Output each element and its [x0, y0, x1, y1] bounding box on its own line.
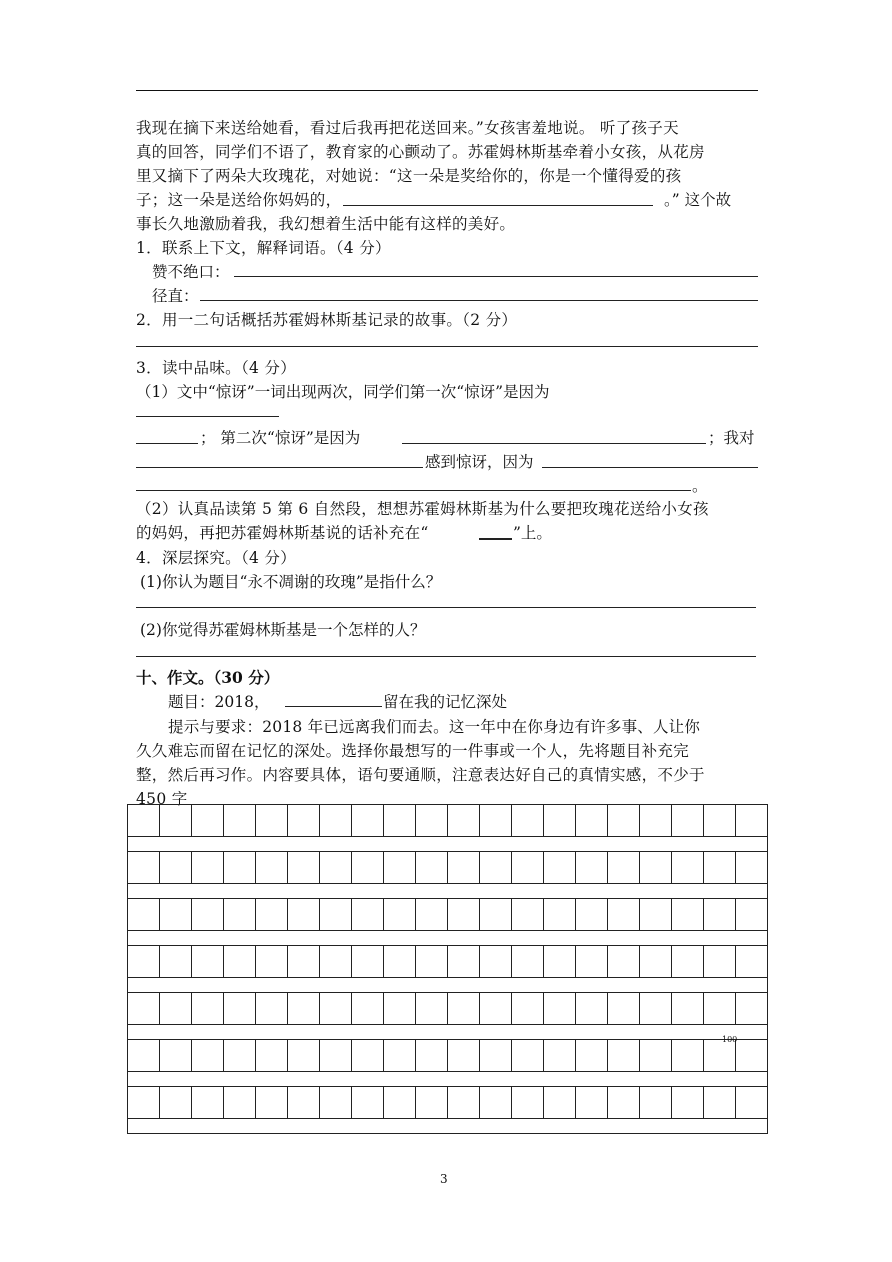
grid-cell[interactable] — [383, 992, 416, 1025]
grid-cell[interactable] — [543, 1039, 576, 1072]
answer-blank[interactable] — [479, 538, 512, 540]
grid-cell[interactable] — [351, 945, 384, 978]
grid-cell[interactable] — [607, 992, 640, 1025]
grid-cell[interactable] — [255, 945, 288, 978]
grid-cell[interactable] — [255, 804, 288, 837]
grid-cell[interactable] — [543, 992, 576, 1025]
grid-cell[interactable] — [671, 898, 704, 931]
grid-cell[interactable] — [287, 1039, 320, 1072]
essay-requirement: 久久难忘而留在记忆的深处。选择你最想写的一件事或一个人，先将题目补充完 — [136, 742, 690, 760]
question-3-1-text: 。 — [692, 477, 708, 495]
grid-cell[interactable] — [159, 851, 192, 884]
question-4-1: (1)你认为题目“永不凋谢的玫瑰”是指什么？ — [140, 573, 442, 591]
page-number: 3 — [440, 1172, 448, 1186]
grid-cell[interactable] — [543, 804, 576, 837]
grid-cell[interactable] — [383, 1039, 416, 1072]
grid-cell[interactable] — [351, 992, 384, 1025]
grid-cell[interactable] — [319, 804, 352, 837]
grid-cell[interactable] — [703, 898, 736, 931]
question-4-2: (2)你觉得苏霍姆林斯基是一个怎样的人？ — [140, 621, 426, 639]
grid-cell[interactable] — [319, 1039, 352, 1072]
grid-cell[interactable] — [575, 898, 608, 931]
grid-cell[interactable] — [447, 1039, 480, 1072]
grid-cell[interactable] — [351, 1039, 384, 1072]
question-3: 3．读中品味。（4 分） — [136, 359, 297, 377]
grid-cell[interactable] — [479, 851, 512, 884]
grid-cell[interactable] — [703, 992, 736, 1025]
grid-cell[interactable] — [479, 804, 512, 837]
grid-cell[interactable] — [511, 945, 544, 978]
grid-cell[interactable] — [383, 898, 416, 931]
grid-cell[interactable] — [447, 898, 480, 931]
grid-cell[interactable] — [607, 851, 640, 884]
grid-cell[interactable] — [223, 804, 256, 837]
grid-cell[interactable] — [735, 898, 768, 931]
grid-cell[interactable] — [703, 945, 736, 978]
grid-cell[interactable] — [575, 1086, 608, 1119]
grid-cell[interactable] — [543, 898, 576, 931]
answer-blank[interactable] — [343, 205, 653, 206]
grid-cell[interactable] — [191, 1039, 224, 1072]
grid-cell[interactable] — [319, 945, 352, 978]
grid-cell[interactable] — [447, 945, 480, 978]
answer-blank[interactable] — [200, 300, 758, 301]
grid-cell[interactable] — [671, 945, 704, 978]
grid-cell[interactable] — [159, 945, 192, 978]
passage-line: 我现在摘下来送给她看，看过后我再把花送回来。”女孩害羞地说。 听了孩子天 — [136, 119, 679, 137]
grid-cell[interactable] — [479, 992, 512, 1025]
question-3-1-text: ；我对 — [708, 429, 755, 447]
grid-cell[interactable] — [319, 851, 352, 884]
grid-cell[interactable] — [607, 898, 640, 931]
grid-cell[interactable] — [447, 992, 480, 1025]
answer-blank[interactable] — [136, 346, 758, 347]
passage-line: 真的回答，同学们不语了，教育家的心颤动了。苏霍姆林斯基牵着小女孩，从花房 — [136, 143, 705, 161]
grid-cell[interactable] — [479, 945, 512, 978]
essay-title-label: 题目：2018， — [168, 693, 270, 711]
grid-cell[interactable] — [735, 992, 768, 1025]
essay-requirement: 整，然后再习作。内容要具体，语句要通顺，注意表达好自己的真情实感，不少于 — [136, 766, 705, 784]
grid-cell[interactable] — [127, 898, 160, 931]
passage-line: 里又摘下了两朵大玫瑰花，对她说：“这一朵是奖给你的，你是一个懂得爱的孩 — [136, 167, 682, 185]
grid-cell[interactable] — [255, 898, 288, 931]
answer-blank[interactable] — [402, 443, 706, 444]
grid-cell[interactable] — [447, 804, 480, 837]
question-2: 2．用一二句话概括苏霍姆林斯基记录的故事。（2 分） — [136, 311, 518, 329]
grid-cell[interactable] — [575, 1039, 608, 1072]
grid-cell[interactable] — [575, 804, 608, 837]
grid-cell[interactable] — [191, 898, 224, 931]
grid-cell[interactable] — [415, 804, 448, 837]
grid-cell[interactable] — [383, 945, 416, 978]
grid-cell[interactable] — [511, 851, 544, 884]
grid-cell[interactable] — [479, 898, 512, 931]
answer-blank[interactable] — [136, 416, 279, 417]
grid-cell[interactable] — [543, 851, 576, 884]
grid-cell[interactable] — [383, 1086, 416, 1119]
grid-cell[interactable] — [575, 851, 608, 884]
grid-cell[interactable] — [671, 1039, 704, 1072]
grid-cell[interactable] — [127, 1086, 160, 1119]
grid-cell[interactable] — [703, 851, 736, 884]
essay-title-label: 留在我的记忆深处 — [383, 693, 508, 711]
grid-cell[interactable] — [735, 1039, 768, 1072]
grid-cell[interactable] — [671, 992, 704, 1025]
answer-blank[interactable] — [136, 490, 691, 491]
grid-cell[interactable] — [735, 804, 768, 837]
grid-cell[interactable] — [575, 992, 608, 1025]
answer-blank[interactable] — [136, 443, 198, 444]
question-3-1: （1）文中“惊讶”一词出现两次，同学们第一次“惊讶”是因为 — [136, 383, 550, 401]
grid-cell[interactable] — [383, 804, 416, 837]
grid-cell[interactable] — [639, 1039, 672, 1072]
grid-cell[interactable] — [191, 1086, 224, 1119]
grid-cell[interactable] — [639, 945, 672, 978]
grid-cell[interactable] — [415, 992, 448, 1025]
grid-cell[interactable] — [607, 1086, 640, 1119]
grid-cell[interactable] — [543, 945, 576, 978]
grid-cell[interactable] — [319, 992, 352, 1025]
grid-cell[interactable] — [159, 1039, 192, 1072]
grid-cell[interactable] — [319, 1086, 352, 1119]
grid-cell[interactable] — [735, 1086, 768, 1119]
answer-blank[interactable] — [234, 276, 758, 277]
grid-cell[interactable] — [223, 851, 256, 884]
passage-line: 事长久地激励着我，我幻想着生活中能有这样的美好。 — [136, 215, 516, 233]
grid-cell[interactable] — [671, 851, 704, 884]
grid-cell[interactable] — [511, 804, 544, 837]
grid-cell[interactable] — [255, 851, 288, 884]
grid-cell[interactable] — [703, 804, 736, 837]
grid-cell[interactable] — [319, 898, 352, 931]
essay-requirement: 450 字 — [136, 790, 188, 808]
grid-cell[interactable] — [607, 804, 640, 837]
grid-cell[interactable] — [127, 851, 160, 884]
grid-cell[interactable] — [223, 945, 256, 978]
answer-blank[interactable] — [136, 607, 756, 608]
grid-cell[interactable] — [351, 851, 384, 884]
grid-cell[interactable] — [703, 1086, 736, 1119]
grid-cell[interactable] — [447, 1086, 480, 1119]
grid-cell[interactable] — [511, 992, 544, 1025]
question-3-2: ”上。 — [513, 524, 552, 542]
grid-cell[interactable] — [639, 992, 672, 1025]
grid-cell[interactable] — [447, 851, 480, 884]
grid-cell[interactable] — [511, 1039, 544, 1072]
grid-cell[interactable] — [255, 1086, 288, 1119]
question-4: 4．深层探究。（4 分） — [136, 549, 297, 567]
grid-cell[interactable] — [127, 804, 160, 837]
grid-cell[interactable] — [255, 1039, 288, 1072]
grid-cell[interactable] — [191, 992, 224, 1025]
grid-cell[interactable] — [287, 851, 320, 884]
essay-heading: 十、作文。（30 分） — [136, 668, 280, 687]
grid-cell[interactable] — [255, 992, 288, 1025]
grid-cell[interactable] — [543, 1086, 576, 1119]
grid-cell[interactable] — [415, 851, 448, 884]
grid-cell[interactable] — [479, 1086, 512, 1119]
grid-cell[interactable] — [415, 1086, 448, 1119]
grid-cell[interactable] — [127, 945, 160, 978]
grid-cell[interactable] — [639, 851, 672, 884]
grid-cell[interactable] — [287, 1086, 320, 1119]
grid-cell[interactable] — [639, 898, 672, 931]
grid-cell[interactable] — [287, 945, 320, 978]
grid-cell[interactable] — [287, 804, 320, 837]
grid-cell[interactable] — [127, 1039, 160, 1072]
passage-line: 。” 这个故 — [664, 191, 732, 209]
grid-cell[interactable] — [223, 898, 256, 931]
grid-cell[interactable] — [127, 992, 160, 1025]
grid-cell[interactable] — [191, 851, 224, 884]
grid-cell[interactable] — [191, 945, 224, 978]
grid-cell[interactable] — [415, 945, 448, 978]
answer-blank[interactable] — [542, 467, 758, 468]
grid-cell[interactable] — [351, 898, 384, 931]
word-label: 径直： — [152, 287, 199, 305]
grid-cell[interactable] — [159, 898, 192, 931]
essay-title-blank[interactable] — [285, 706, 382, 707]
grid-cell[interactable] — [479, 1039, 512, 1072]
word-count-marker: 100 — [722, 1035, 738, 1044]
grid-cell[interactable] — [511, 1086, 544, 1119]
grid-cell[interactable] — [351, 1086, 384, 1119]
grid-cell[interactable] — [159, 804, 192, 837]
passage-line: 子；这一朵是送给你妈妈的， — [136, 191, 342, 209]
grid-cell[interactable] — [607, 945, 640, 978]
grid-cell[interactable] — [159, 1086, 192, 1119]
question-3-2: （2）认真品读第 5 第 6 自然段，想想苏霍姆林斯基为什么要把玫瑰花送给小女孩 — [136, 500, 709, 518]
grid-cell[interactable] — [287, 992, 320, 1025]
grid-cell[interactable] — [287, 898, 320, 931]
grid-cell[interactable] — [351, 804, 384, 837]
question-3-1-text: 感到惊讶，因为 — [425, 453, 534, 471]
grid-cell[interactable] — [383, 851, 416, 884]
question-1: 1．联系上下文，解释词语。（4 分） — [136, 239, 391, 257]
grid-cell[interactable] — [735, 851, 768, 884]
grid-cell[interactable] — [639, 1086, 672, 1119]
grid-cell[interactable] — [671, 1086, 704, 1119]
grid-cell[interactable] — [575, 945, 608, 978]
grid-cell[interactable] — [191, 804, 224, 837]
grid-cell[interactable] — [415, 898, 448, 931]
grid-cell[interactable] — [511, 898, 544, 931]
top-rule — [136, 90, 758, 91]
grid-cell[interactable] — [607, 1039, 640, 1072]
question-3-2: 的妈妈，再把苏霍姆林斯基说的话补充在“ — [136, 524, 429, 542]
grid-cell[interactable] — [415, 1039, 448, 1072]
grid-cell[interactable] — [223, 1086, 256, 1119]
question-3-1-text: ； 第二次“惊讶”是因为 — [200, 429, 361, 447]
answer-blank[interactable] — [136, 467, 423, 468]
essay-requirement: 提示与要求：2018 年已远离我们而去。这一年中在你身边有许多事、人让你 — [168, 718, 701, 736]
grid-cell[interactable] — [735, 945, 768, 978]
grid-cell[interactable] — [639, 804, 672, 837]
answer-blank[interactable] — [136, 656, 756, 657]
grid-cell[interactable] — [159, 992, 192, 1025]
word-label: 赞不绝口： — [152, 263, 230, 281]
grid-cell[interactable] — [671, 804, 704, 837]
grid-cell[interactable] — [223, 992, 256, 1025]
grid-cell[interactable] — [223, 1039, 256, 1072]
